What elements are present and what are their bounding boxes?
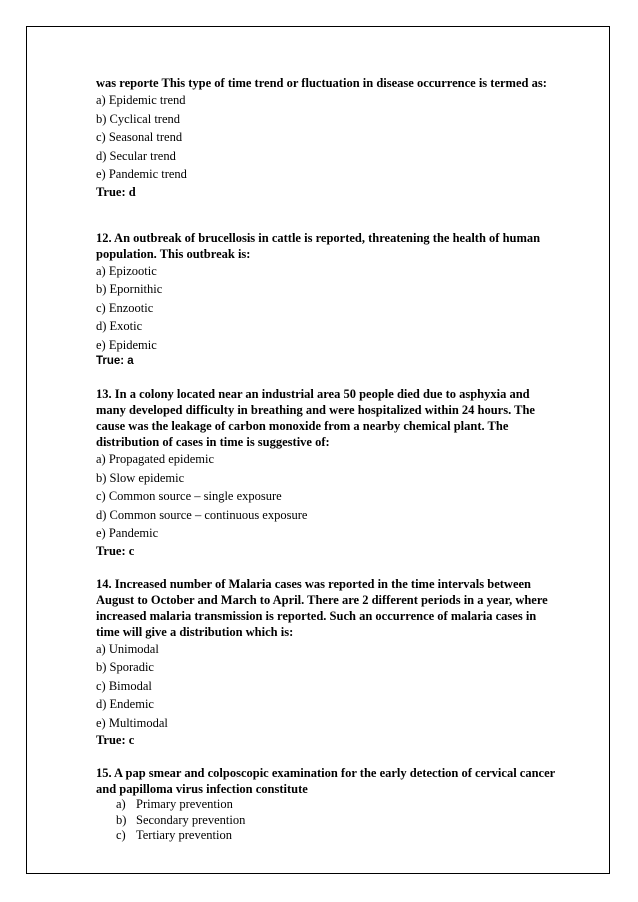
spacer (96, 748, 556, 765)
question-12-option-b: b) Epornithic (96, 282, 163, 296)
question-13-option-e: e) Pandemic (96, 526, 159, 540)
question-15-text: 15. A pap smear and colposcopic examination for the early detection of cervical cancer and papilloma virus infection constitute (96, 766, 555, 796)
question-15-option-c (116, 828, 556, 844)
question-14-answer: True: c (96, 733, 135, 747)
question-15-option-a (116, 797, 556, 813)
document-content (96, 75, 556, 844)
option-label: c) (116, 828, 126, 842)
question-13 (96, 386, 556, 559)
question-12-option-c: c) Enzootic (96, 300, 154, 315)
question-13-option-a: a) Propagated epidemic (96, 452, 215, 466)
question-13-text: 13. In a colony located near an industrial area 50 people died due to asphyxia and many developed difficulty in breathing and were hospitalized within 24 hours. The cause was the leakage of carbon monoxide from a nearby chemical plant. The distribution of cases in time is suggestive of: (96, 387, 535, 449)
option-label: a) (116, 797, 126, 811)
question-11-option-a: a) Epidemic trend (96, 93, 186, 107)
question-15 (96, 765, 556, 844)
question-11-option-c: c) Seasonal trend (96, 130, 183, 144)
option-text: Primary prevention (136, 797, 233, 811)
question-14-option-c: c) Bimodal (96, 678, 152, 693)
question-14-text: 14. Increased number of Malaria cases was reported in the time intervals between August to October and March to April. There are 2 different periods in a year, where increased malaria transmission is reported. Such an occurrence of malaria cases in time will give a distribution which is: (96, 576, 548, 639)
question-12 (96, 230, 556, 370)
spacer (96, 559, 556, 576)
question-13-answer: True: c (96, 543, 135, 558)
spacer (96, 369, 556, 386)
question-14 (96, 576, 556, 749)
question-11-option-b: b) Cyclical trend (96, 111, 180, 126)
question-12-option-d: d) Exotic (96, 319, 143, 333)
question-13-option-d: d) Common source – continuous exposure (96, 507, 308, 522)
question-13-option-c: c) Common source – single exposure (96, 489, 282, 503)
question-12-text: 12. An outbreak of brucellosis in cattle is reported, threatening the health of human population. This outbreak is: (96, 230, 541, 261)
option-label: b) (116, 812, 127, 827)
option-text: Tertiary prevention (136, 828, 232, 842)
option-text: Secondary prevention (136, 812, 246, 827)
question-13-option-b: b) Slow epidemic (96, 470, 185, 485)
question-14-option-d: d) Endemic (96, 697, 154, 711)
question-12-answer: True: a (96, 355, 134, 367)
question-11-option-e: e) Pandemic trend (96, 167, 187, 181)
question-15-option-b (116, 813, 556, 829)
question-14-option-e: e) Multimodal (96, 715, 168, 730)
spacer (96, 200, 556, 230)
question-11-option-d: d) Secular trend (96, 148, 176, 163)
question-14-option-a: a) Unimodal (96, 641, 159, 656)
question-11-text: was reporte This type of time trend or fluctuation in disease occurrence is termed as: (96, 76, 547, 90)
question-15-options (96, 797, 556, 844)
question-11-answer: True: d (96, 184, 136, 199)
question-12-option-e: e) Epidemic (96, 337, 157, 352)
question-11 (96, 75, 556, 200)
question-14-option-b: b) Sporadic (96, 660, 154, 674)
question-12-option-a: a) Epizootic (96, 263, 157, 278)
